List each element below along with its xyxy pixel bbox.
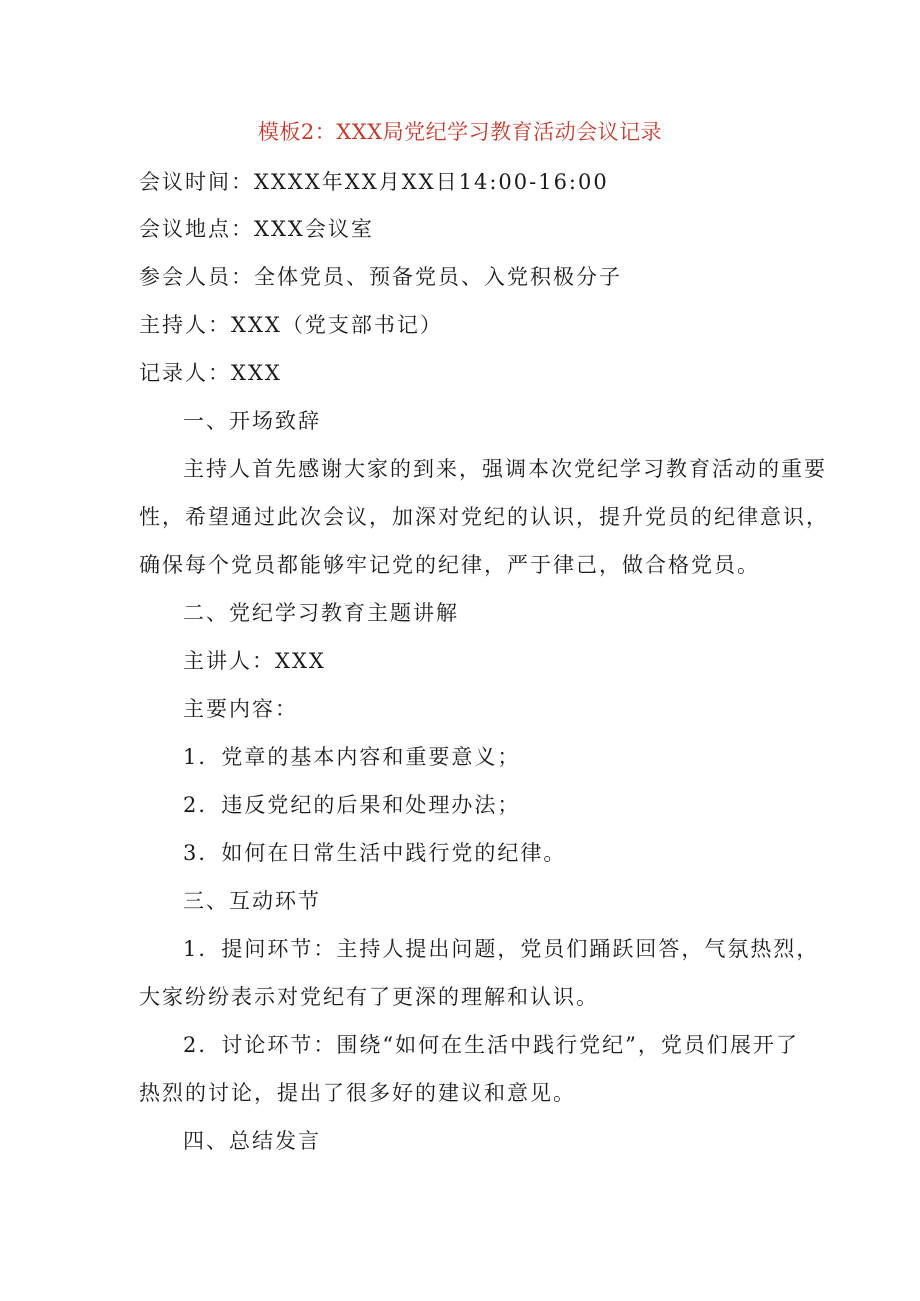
section1-paragraph-line: 主持人首先感谢大家的到来，强调本次党纪学习教育活动的重要 <box>183 457 827 481</box>
section1-paragraph-line: 确保每个党员都能够牢记党的纪律，严于律己，做合格党员。 <box>139 553 760 577</box>
section3-item2-line: 热烈的讨论，提出了很多好的建议和意见。 <box>139 1081 576 1105</box>
section1-paragraph-line: 性，希望通过此次会议，加深对党纪的认识，提升党员的纪律意识， <box>139 505 829 529</box>
section2-list-item: 3．如何在日常生活中践行党的纪律。 <box>183 841 567 865</box>
meeting-recorder: 记录人：XXX <box>139 361 282 385</box>
section2-list-item: 1．党章的基本内容和重要意义； <box>183 745 521 769</box>
section4-heading: 四、总结发言 <box>183 1129 321 1153</box>
section2-list-item: 2．违反党纪的后果和处理办法； <box>183 793 521 817</box>
section2-heading: 二、党纪学习教育主题讲解 <box>183 601 459 625</box>
section2-speaker: 主讲人：XXX <box>183 649 326 673</box>
meeting-time: 会议时间：XXXX年XX月XX日14:00-16:00 <box>139 170 609 194</box>
section3-item2-line: 2．讨论环节：围绕“如何在生活中践行党纪”，党员们展开了 <box>183 1033 799 1057</box>
section3-heading: 三、互动环节 <box>183 889 321 913</box>
section3-item1-line: 大家纷纷表示对党纪有了更深的理解和认识。 <box>139 985 599 1009</box>
meeting-place: 会议地点：XXX会议室 <box>139 217 374 241</box>
meeting-host: 主持人：XXX（党支部书记） <box>139 313 443 337</box>
section2-content-label: 主要内容： <box>183 697 298 721</box>
document-title: 模板2：XXX局党纪学习教育活动会议记录 <box>257 120 663 144</box>
section1-heading: 一、开场致辞 <box>183 409 321 433</box>
section3-item1-line: 1．提问环节：主持人提出问题，党员们踊跃回答，气氛热烈， <box>183 937 820 961</box>
meeting-attendees: 参会人员：全体党员、预备党员、入党积极分子 <box>139 265 622 289</box>
